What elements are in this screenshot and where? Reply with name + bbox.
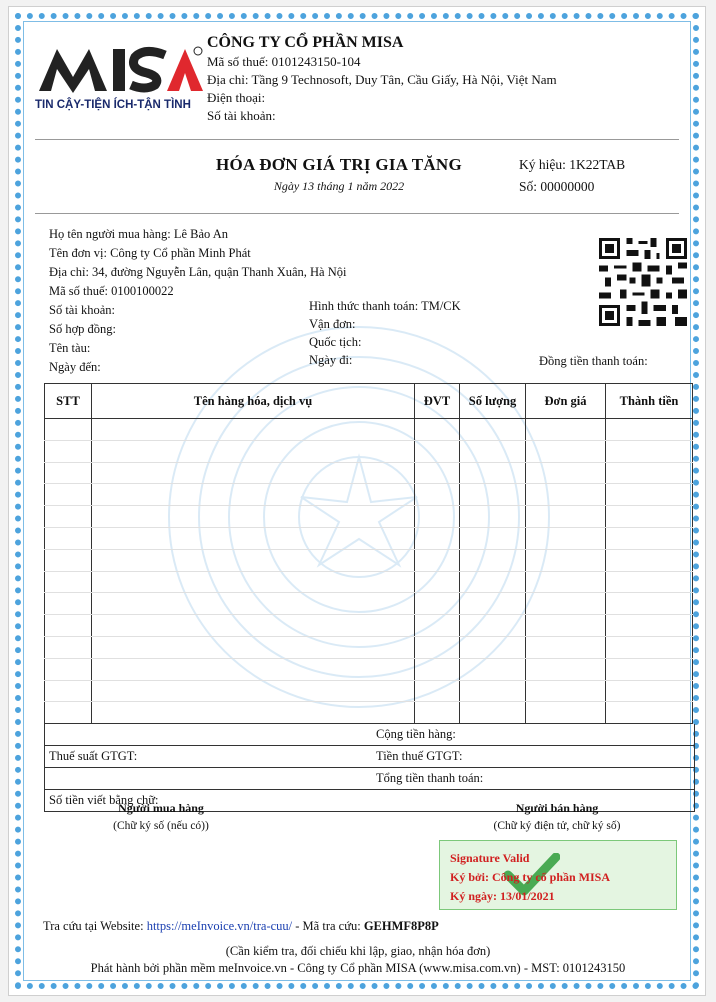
signature-date: Ký ngày: 13/01/2021 (450, 889, 555, 903)
table-cell (526, 702, 606, 724)
payment-currency: Đồng tiền thanh toán: (539, 354, 648, 368)
items-table (44, 383, 693, 724)
table-cell (460, 506, 526, 528)
table-cell (460, 527, 526, 549)
buyer-signature-title: Người mua hàng (118, 801, 204, 815)
table-cell (92, 440, 415, 462)
table-cell (526, 593, 606, 615)
table-cell (526, 506, 606, 528)
table-cell (526, 658, 606, 680)
table-cell (460, 440, 526, 462)
table-cell (460, 680, 526, 702)
invoice-serial (519, 154, 625, 198)
table-cell (460, 462, 526, 484)
table-cell (526, 484, 606, 506)
table-row (45, 680, 693, 702)
table-cell (92, 658, 415, 680)
lookup-line (43, 919, 439, 934)
table-cell (460, 658, 526, 680)
table-cell (415, 506, 460, 528)
seller-signature-note: (Chữ ký điện tử, chữ ký số) (493, 820, 621, 832)
lookup-link[interactable]: https://meInvoice.vn/tra-cuu/ (146, 919, 293, 933)
table-cell (45, 462, 92, 484)
table-cell (415, 484, 460, 506)
logo-mark-icon (35, 41, 205, 97)
table-row (45, 484, 693, 506)
lookup-code-label: - Mã tra cứu: (292, 919, 364, 933)
signature-valid: Signature Valid (450, 851, 530, 865)
seller-name: CÔNG TY CỔ PHẦN MISA (207, 34, 404, 51)
table-row (45, 419, 693, 441)
table-cell (415, 658, 460, 680)
col-quantity: Số lượng (460, 384, 526, 419)
signature-signed-by: Ký bởi: Công ty cổ phần MISA (450, 870, 611, 884)
table-cell (415, 571, 460, 593)
lookup-code: GEHMF8P8P (363, 919, 439, 933)
grand-total-label: Tổng tiền thanh toán: (376, 771, 484, 785)
table-cell (92, 680, 415, 702)
table-cell (460, 593, 526, 615)
table-row (45, 571, 693, 593)
table-cell (45, 571, 92, 593)
table-cell (92, 419, 415, 441)
table-row (45, 462, 693, 484)
table-cell (45, 549, 92, 571)
table-header-row (45, 384, 693, 419)
table-cell (460, 419, 526, 441)
buyer-unit: Tên đơn vị: Công ty Cổ phần Minh Phát (49, 246, 251, 260)
table-cell (92, 484, 415, 506)
table-cell (606, 571, 693, 593)
departure-date: Ngày đi: (309, 353, 353, 367)
buyer-extra-info (309, 297, 461, 369)
table-cell (415, 593, 460, 615)
table-cell (415, 680, 460, 702)
logo-tagline: TIN CẬY-TIỆN ÍCH-TẬN TÌNH (35, 99, 191, 111)
table-cell (606, 593, 693, 615)
vat-rate-label: Thuế suất GTGT: (49, 749, 138, 763)
table-cell (92, 636, 415, 658)
invoice-symbol: Ký hiệu: 1K22TAB (519, 157, 626, 172)
payment-method: Hình thức thanh toán: TM/CK (309, 299, 461, 313)
subtotal-label: Cộng tiền hàng: (376, 727, 456, 741)
table-cell (92, 527, 415, 549)
lookup-prefix: Tra cứu tại Website: (43, 919, 147, 933)
table-cell (92, 506, 415, 528)
table-cell (45, 615, 92, 637)
buyer-address: Địa chỉ: 34, đường Nguyễn Lân, quận Thanh Xuân, Hà Nội (49, 265, 347, 279)
table-cell (606, 549, 693, 571)
divider (35, 139, 679, 140)
buyer-tax-code: Mã số thuế: 0100100022 (49, 284, 174, 298)
seller-account: Số tài khoản: (207, 108, 276, 123)
table-cell (415, 440, 460, 462)
vat-row (45, 746, 694, 768)
table-cell (606, 527, 693, 549)
nationality: Quốc tịch: (309, 335, 362, 349)
table-cell (45, 440, 92, 462)
buyer-signature-note: (Chữ ký số (nếu có)) (113, 820, 209, 832)
table-cell (606, 615, 693, 637)
amount-in-words-label: Số tiền viết bằng chữ: (49, 793, 159, 807)
table-cell (606, 702, 693, 724)
table-cell (526, 462, 606, 484)
table-cell (45, 419, 92, 441)
table-cell (92, 702, 415, 724)
table-cell (415, 527, 460, 549)
table-cell (92, 615, 415, 637)
table-cell (45, 636, 92, 658)
seller-signature-title: Người bán hàng (515, 801, 599, 815)
buyer-name: Họ tên người mua hàng: Lê Bảo An (49, 227, 228, 241)
table-cell (526, 549, 606, 571)
table-cell (45, 527, 92, 549)
table-cell (45, 680, 92, 702)
table-cell (45, 506, 92, 528)
table-body (45, 419, 693, 724)
table-cell (460, 549, 526, 571)
table-cell (92, 462, 415, 484)
table-cell (45, 702, 92, 724)
table-cell (460, 702, 526, 724)
table-cell (526, 680, 606, 702)
table-cell (45, 593, 92, 615)
table-cell (526, 615, 606, 637)
table-cell (92, 549, 415, 571)
table-row (45, 549, 693, 571)
table-row (45, 440, 693, 462)
subtotal-row (45, 724, 694, 746)
seller-tax-code: Mã số thuế: 0101243150-104 (207, 54, 361, 69)
buyer-info (49, 225, 346, 377)
vat-amount-label: Tiền thuế GTGT: (376, 749, 463, 763)
table-cell (45, 658, 92, 680)
invoice-heading (189, 155, 489, 194)
table-cell (526, 636, 606, 658)
footer-publisher: Phát hành bởi phần mềm meInvoice.vn - Công ty Cổ phần MISA (www.misa.com.vn) - MST: 0101243150 (90, 961, 626, 975)
table-cell (460, 615, 526, 637)
table-cell (526, 440, 606, 462)
table-cell (415, 549, 460, 571)
buyer-contract: Số hợp đồng: (49, 322, 117, 336)
table-cell (606, 658, 693, 680)
col-stt: STT (45, 384, 92, 419)
seller-signature (447, 801, 667, 832)
table-cell (45, 484, 92, 506)
buyer-signature (51, 801, 271, 832)
table-cell (460, 484, 526, 506)
table-row (45, 658, 693, 680)
table-cell (415, 615, 460, 637)
table-cell (415, 636, 460, 658)
col-unit: ĐVT (415, 384, 460, 419)
invoice-number: Số: 00000000 (519, 179, 595, 194)
table-cell (460, 571, 526, 593)
buyer-ship: Tên tàu: (49, 341, 91, 355)
seller-phone: Điện thoại: (207, 90, 266, 105)
grand-total-row (45, 768, 694, 790)
table-cell (606, 440, 693, 462)
col-amount: Thành tiền (606, 384, 693, 419)
table-cell (606, 680, 693, 702)
table-row (45, 593, 693, 615)
seller-info (207, 33, 557, 125)
bill-of-lading: Vận đơn: (309, 317, 356, 331)
invoice-title: HÓA ĐƠN GIÁ TRỊ GIA TĂNG (215, 155, 463, 174)
table-row (45, 615, 693, 637)
table-cell (460, 636, 526, 658)
table-cell (92, 571, 415, 593)
table-cell (606, 506, 693, 528)
col-item-name: Tên hàng hóa, dịch vụ (92, 384, 415, 419)
table-row (45, 527, 693, 549)
table-cell (606, 636, 693, 658)
misa-logo (35, 41, 205, 127)
table-cell (606, 484, 693, 506)
digital-signature-box[interactable] (439, 840, 677, 910)
col-unit-price: Đơn giá (526, 384, 606, 419)
table-cell (526, 571, 606, 593)
table-row (45, 636, 693, 658)
footer-note: (Cần kiểm tra, đối chiếu khi lập, giao, nhận hóa đơn) (225, 944, 491, 958)
table-cell (92, 593, 415, 615)
table-cell (606, 419, 693, 441)
table-cell (526, 419, 606, 441)
table-cell (415, 702, 460, 724)
divider (35, 213, 679, 214)
table-row (45, 702, 693, 724)
qr-code-icon (599, 238, 687, 326)
table-cell (526, 527, 606, 549)
table-cell (606, 462, 693, 484)
seller-address: Địa chỉ: Tầng 9 Technosoft, Duy Tân, Cầu Giấy, Hà Nội, Việt Nam (207, 72, 557, 87)
totals-section (44, 724, 695, 812)
table-cell (415, 462, 460, 484)
buyer-account: Số tài khoản: (49, 303, 115, 317)
invoice-date: Ngày 13 tháng 1 năm 2022 (273, 179, 405, 193)
table-row (45, 506, 693, 528)
table-cell (415, 419, 460, 441)
buyer-arrival: Ngày đến: (49, 360, 101, 374)
invoice-page (8, 6, 706, 996)
